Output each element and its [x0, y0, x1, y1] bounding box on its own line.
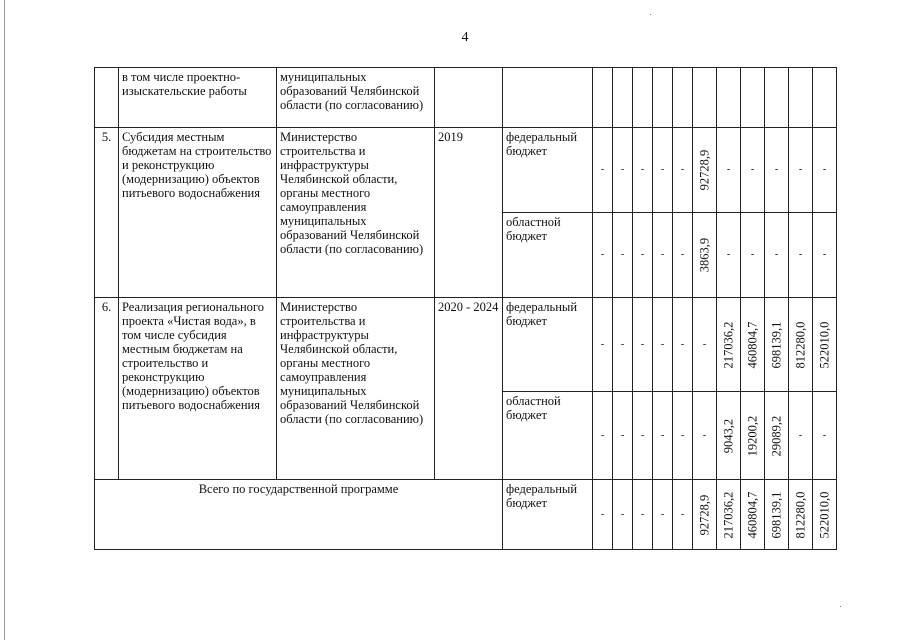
value-cell: [693, 68, 717, 128]
value-text: -: [620, 249, 625, 260]
value-cell: [717, 68, 741, 128]
value-text: -: [600, 429, 605, 441]
value-cell: [653, 392, 673, 480]
value-text: -: [600, 249, 605, 260]
value-text: -: [822, 249, 827, 260]
value-text: -: [660, 429, 665, 441]
value-text: 19200,2: [745, 415, 759, 456]
value-cell: [741, 128, 765, 213]
value-cell: [789, 213, 813, 298]
value-text: -: [660, 164, 665, 175]
value-text: 29089,2: [769, 415, 783, 456]
value-text: -: [620, 338, 625, 350]
row-number-cell: [95, 68, 119, 128]
value-text: -: [774, 249, 779, 260]
value-text: 812280,0: [793, 321, 807, 368]
scan-speck: [650, 14, 651, 15]
row-number-cell: 5.: [95, 128, 119, 298]
value-text: -: [798, 429, 803, 441]
scan-edge-line: [4, 0, 5, 640]
value-text: 698139,1: [769, 491, 783, 538]
period-cell: 2020 - 2024: [435, 298, 503, 480]
value-text: -: [702, 429, 707, 441]
value-text: 698139,1: [769, 321, 783, 368]
value-cell: [653, 68, 673, 128]
value-cell: [633, 392, 653, 480]
value-text: -: [726, 164, 731, 175]
value-text: -: [680, 338, 685, 350]
value-text: -: [774, 164, 779, 175]
funding-source-cell: федеральный бюджет: [503, 128, 593, 213]
value-cell: [813, 213, 837, 298]
value-cell: [593, 128, 613, 213]
funding-source-cell: федеральный бюджет: [503, 298, 593, 392]
value-cell: [653, 213, 673, 298]
continuation-row: [95, 68, 837, 128]
value-cell: [741, 392, 765, 480]
value-cell: [653, 480, 673, 550]
measure-name-cell: Субсидия местным бюджетам на строительство и реконструкцию (модернизацию) объектов питьевого водоснабжения: [119, 128, 277, 298]
value-cell: [693, 480, 717, 550]
value-text: -: [640, 338, 645, 350]
value-text: 3863,9: [697, 237, 711, 273]
value-cell: [673, 68, 693, 128]
value-cell: [673, 213, 693, 298]
value-text: 460804,7: [745, 491, 759, 538]
value-cell: [653, 298, 673, 392]
value-text: 522010,0: [817, 491, 831, 538]
value-cell: [789, 392, 813, 480]
value-cell: [813, 298, 837, 392]
value-text: -: [680, 429, 685, 441]
executor-cell: Министерство строительства и инфраструктуры Челябинской области, органы местного самоуправления муниципальных образований Челябинской области (по согласованию): [277, 298, 435, 480]
value-text: -: [640, 249, 645, 260]
executor-cell: муниципальных образований Челябинской области (по согласованию): [277, 68, 435, 128]
value-cell: [593, 68, 613, 128]
value-cell: [593, 480, 613, 550]
funding-source-cell: федеральный бюджет: [503, 480, 593, 550]
scan-speck: [840, 606, 841, 607]
value-cell: [613, 128, 633, 213]
funding-source-cell: областной бюджет: [503, 392, 593, 480]
value-cell: [765, 480, 789, 550]
value-cell: [813, 68, 837, 128]
value-cell: [613, 480, 633, 550]
value-text: -: [750, 249, 755, 260]
value-cell: [789, 128, 813, 213]
executor-cell: Министерство строительства и инфраструктуры Челябинской области, органы местного самоуправления муниципальных образований Челябинской области (по согласованию): [277, 128, 435, 298]
measure-name-cell: Реализация регионального проекта «Чистая вода», в том числе субсидия местным бюджетам на строительство и реконструкцию (модернизацию) объектов питьевого водоснабжения: [119, 298, 277, 480]
value-text: -: [798, 249, 803, 260]
value-text: -: [600, 338, 605, 350]
value-cell: [693, 128, 717, 213]
value-cell: [765, 298, 789, 392]
value-text: -: [640, 508, 645, 520]
value-text: -: [680, 508, 685, 520]
value-cell: [741, 298, 765, 392]
funding-source-cell: областной бюджет: [503, 213, 593, 298]
value-text: -: [620, 429, 625, 441]
value-cell: [717, 213, 741, 298]
value-cell: [717, 392, 741, 480]
value-cell: [813, 480, 837, 550]
value-text: -: [600, 508, 605, 520]
value-cell: [593, 298, 613, 392]
value-cell: [633, 480, 653, 550]
value-cell: [741, 213, 765, 298]
value-text: 217036,2: [721, 321, 735, 368]
value-text: 92728,9: [697, 149, 711, 191]
value-cell: [613, 68, 633, 128]
value-text: -: [600, 164, 605, 175]
budget-table: [94, 67, 837, 550]
value-text: -: [620, 508, 625, 520]
value-cell: [765, 68, 789, 128]
measure-row-6-federal: [95, 298, 837, 392]
value-text: -: [660, 338, 665, 350]
value-cell: [789, 68, 813, 128]
value-cell: [741, 480, 765, 550]
value-text: -: [750, 164, 755, 175]
source-cell: [503, 68, 593, 128]
value-text: -: [660, 508, 665, 520]
value-cell: [613, 213, 633, 298]
row-number-cell: 6.: [95, 298, 119, 480]
value-cell: [673, 392, 693, 480]
value-text: -: [660, 249, 665, 260]
value-cell: [765, 213, 789, 298]
value-cell: [789, 298, 813, 392]
value-cell: [633, 213, 653, 298]
value-text: 217036,2: [721, 491, 735, 538]
measure-name-cell: в том числе проектно-изыскательские работы: [119, 68, 277, 128]
value-cell: [813, 392, 837, 480]
value-cell: [717, 128, 741, 213]
value-cell: [633, 128, 653, 213]
value-text: 92728,9: [697, 494, 711, 535]
value-cell: [693, 213, 717, 298]
value-text: 522010,0: [817, 321, 831, 368]
value-text: -: [798, 164, 803, 175]
value-text: -: [680, 164, 685, 175]
value-cell: [693, 298, 717, 392]
value-text: -: [702, 338, 707, 350]
value-text: -: [620, 164, 625, 175]
value-text: -: [640, 429, 645, 441]
page-number: 4: [461, 30, 469, 45]
value-cell: [633, 298, 653, 392]
value-text: 460804,7: [745, 321, 759, 368]
total-label-cell: Всего по государственной программе: [95, 480, 503, 550]
value-cell: [765, 128, 789, 213]
value-cell: [789, 480, 813, 550]
value-cell: [717, 480, 741, 550]
value-text: -: [680, 249, 685, 260]
value-cell: [741, 68, 765, 128]
value-text: 812280,0: [793, 491, 807, 538]
measure-row-5-federal: [95, 128, 837, 213]
value-cell: [593, 213, 613, 298]
period-cell: 2019: [435, 128, 503, 298]
value-text: 9043,2: [721, 418, 735, 453]
value-cell: [613, 392, 633, 480]
value-text: -: [822, 429, 827, 441]
value-cell: [613, 298, 633, 392]
period-cell: [435, 68, 503, 128]
value-cell: [673, 480, 693, 550]
value-text: -: [726, 249, 731, 260]
value-cell: [673, 128, 693, 213]
value-cell: [693, 392, 717, 480]
value-text: -: [822, 164, 827, 175]
value-cell: [673, 298, 693, 392]
value-text: -: [640, 164, 645, 175]
value-cell: [717, 298, 741, 392]
value-cell: [633, 68, 653, 128]
value-cell: [813, 128, 837, 213]
value-cell: [593, 392, 613, 480]
value-cell: [765, 392, 789, 480]
total-row: [95, 480, 837, 550]
value-cell: [653, 128, 673, 213]
